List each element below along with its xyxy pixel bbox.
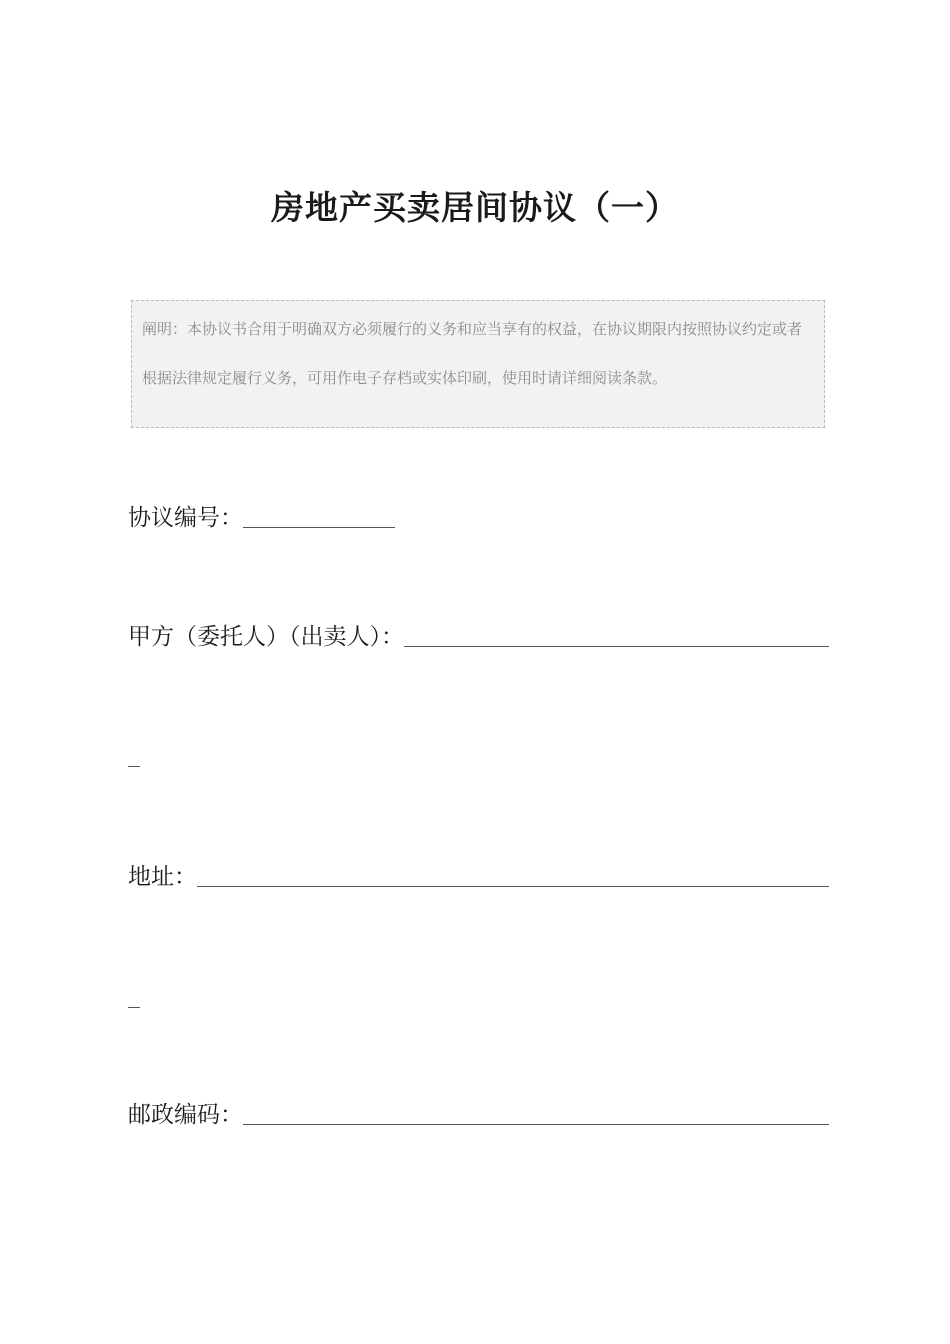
- page-title: 房地产买卖居间协议（一）: [271, 188, 679, 227]
- party-a-blank[interactable]: [404, 622, 829, 647]
- agreement-number-blank[interactable]: [243, 503, 395, 528]
- party-a-field: [128, 621, 829, 653]
- agreement-number-label: 协议编号：: [128, 505, 243, 531]
- postcode-label: 邮政编码：: [128, 1102, 243, 1128]
- address-continuation-line: [128, 1007, 140, 1008]
- notice-box: [131, 300, 825, 428]
- address-blank[interactable]: [197, 862, 829, 887]
- postcode-blank[interactable]: [243, 1100, 829, 1125]
- party-a-label: 甲方（委托人）（出卖人）：: [128, 624, 404, 650]
- notice-text: 阐明：本协议书合用于明确双方必须履行的义务和应当享有的权益，在协议期限内按照协议约定或者根据法律规定履行义务，可用作电子存档或实体印刷，使用时请详细阅读条款。: [142, 320, 803, 387]
- agreement-number-field: [128, 502, 829, 534]
- party-a-continuation-line: [128, 766, 140, 767]
- address-field: [128, 861, 829, 893]
- postcode-field: [128, 1099, 829, 1131]
- address-label: 地址：: [128, 864, 197, 890]
